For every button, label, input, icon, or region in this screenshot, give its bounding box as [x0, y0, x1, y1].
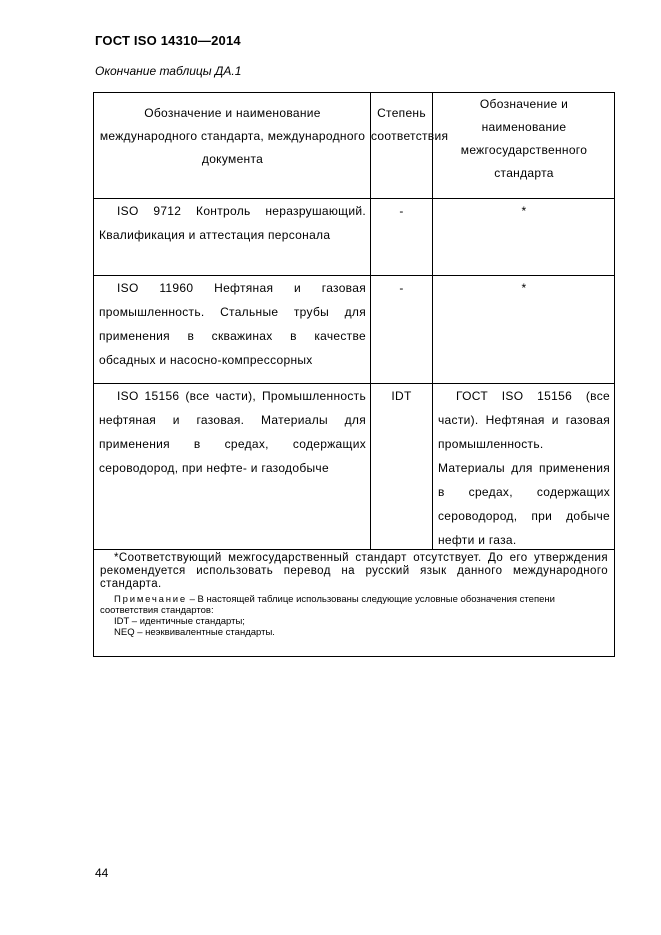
row-international-standard: ISO 15156 (все части), Промышленность нефтяная и газовая. Материалы для применения в средах, содержащих сероводород, при нефте- и газодобыче — [94, 384, 371, 549]
legend-item-neq: NEQ – неэквивалентные стандарты. — [114, 627, 275, 638]
header-international-standard: Обозначение и наименование международного стандарта, международного документа — [94, 93, 371, 198]
row-international-standard: ISO 9712 Контроль неразрушающий. Квалификация и аттестация персонала — [94, 199, 371, 275]
table-notes — [94, 550, 614, 656]
page-number: 44 — [95, 866, 109, 880]
table-row — [94, 276, 614, 384]
header-national-standard: Обозначение и наименование межгосударственного стандарта — [460, 97, 588, 180]
row-degree: - — [371, 276, 433, 383]
row-national-standard: * — [521, 281, 527, 295]
note-label: Примечание — [114, 594, 187, 605]
row-international-standard: ISO 11960 Нефтяная и газовая промышленность. Стальные трубы для применения в скважинах в качестве обсадных и насосно-компрессорных — [94, 276, 371, 383]
table-caption: Окончание таблицы ДА.1 — [95, 64, 242, 78]
table-row — [94, 384, 614, 550]
footnote: *Соответствующий межгосударственный стандарт отсутствует. До его утверждения рекомендуется использовать перевод на русский язык данного международного стандарта. — [100, 552, 608, 590]
table-header-row — [94, 93, 614, 199]
row-degree: - — [371, 199, 433, 275]
note — [100, 594, 608, 616]
row-national-standard: * — [521, 204, 527, 218]
row-national-standard: ГОСТ ISO 15156 (все части). Нефтяная и газовая промышленность. Материалы для применения в средах, содержащих сероводород, при добыче нефти и газа. — [438, 389, 610, 547]
standards-table — [93, 92, 615, 657]
header-degree: Степень соответствия — [371, 93, 433, 198]
document-code: ГОСТ ISO 14310—2014 — [95, 33, 241, 48]
row-degree: IDT — [371, 384, 433, 549]
note-text: – В настоящей таблице использованы следующие условные обозначения степени соответствия стандартов: — [100, 594, 555, 616]
legend-item-idt: IDT – идентичные стандарты; — [114, 616, 245, 627]
table-row — [94, 199, 614, 276]
